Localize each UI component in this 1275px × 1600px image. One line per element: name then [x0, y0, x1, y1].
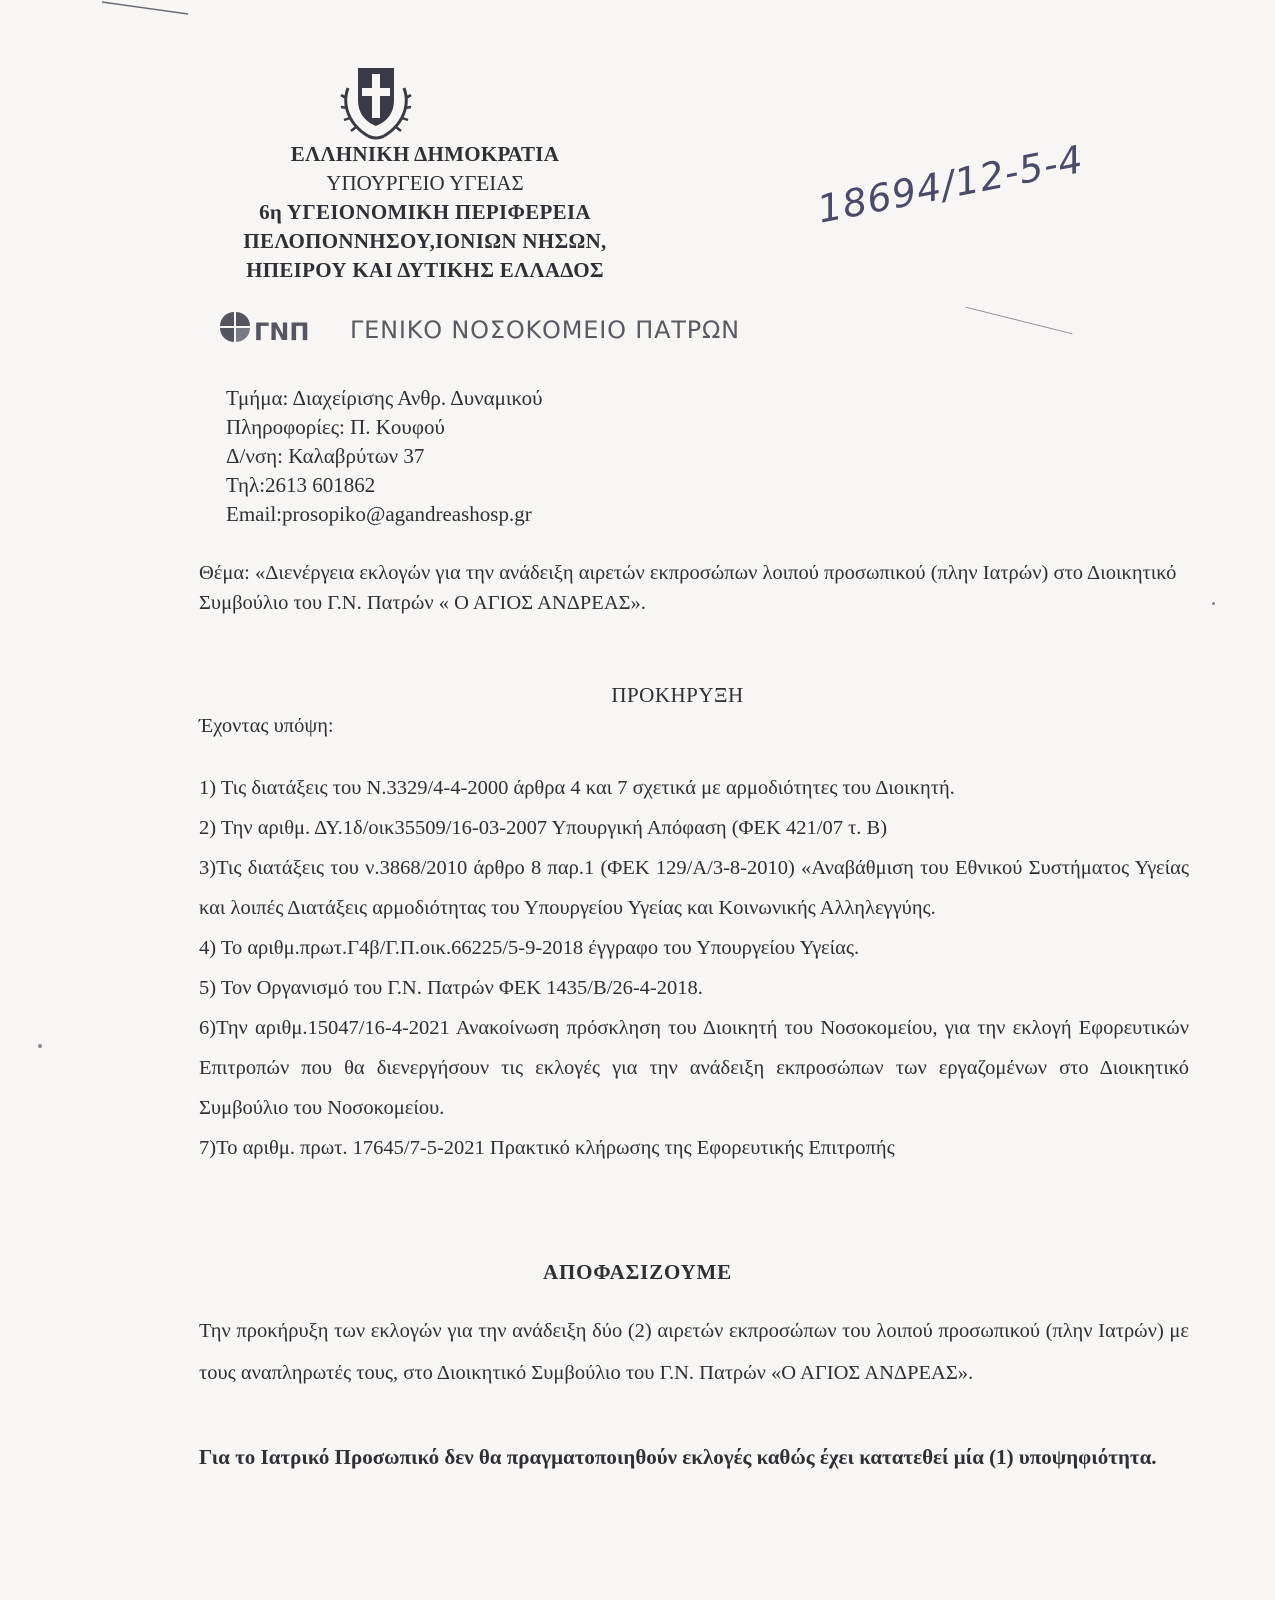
contact-address: Δ/νση: Καλαβρύτων 37: [226, 444, 425, 468]
list-item: 1) Τις διατάξεις του Ν.3329/4-4-2000 άρθρα 4 και 7 σχετικά με αρμοδιότητες του Διοικητή.: [199, 777, 955, 799]
decision-paragraph: Την προκήρυξη των εκλογών για την ανάδειξη δύο (2) αιρετών εκπροσώπων του λοιπού προσωπικού (πλην Ιατρών) με τους αναπληρωτές τους, στο Διοικητικό Συμβούλιο του Γ.Ν. Πατρών «Ο ΑΓΙΟΣ ΑΝΔΡΕΑΣ».: [199, 1320, 1189, 1384]
list-item: 3)Τις διατάξεις του ν.3868/2010 άρθρο 8 παρ.1 (ΦΕΚ 129/Α/3-8-2010) «Αναβάθμιση του Εθνικού Συστήματος Υγείας και λοιπές Διατάξεις αρμοδιότητας του Υπουργείου Υγείας και Κοινωνικής Αλληλεγγύης.: [199, 857, 1189, 919]
subject-paragraph: Θέμα: «Διενέργεια εκλογών για την ανάδειξη αιρετών εκπροσώπων λοιπού προσωπικού (πλην Ιατρών) στο Διοικητικό Συμβούλιο του Γ.Ν. Πατρών « Ο ΑΓΙΟΣ ΑΝΔΡΕΑΣ».: [199, 562, 1177, 614]
list-item: 5) Τον Οργανισμό του Γ.Ν. Πατρών ΦΕΚ 1435/Β/26-4-2018.: [199, 977, 703, 999]
handwritten-protocol-number: 18694/12-5-4: [813, 136, 1088, 232]
scan-speck: [1212, 602, 1215, 605]
contact-phone: Τηλ:2613 601862: [226, 473, 376, 497]
contact-info: Πληροφορίες: Π. Κουφού: [226, 415, 445, 439]
contact-email: Email:prosopiko@agandreashosp.gr: [226, 502, 532, 526]
header-country: ΕΛΛΗΝΙΚΗ ΔΗΜΟΚΡΑΤΙΑ: [290, 142, 560, 166]
header-health-region: 6η ΥΓΕΙΟΝΟΜΙΚΗ ΠΕΡΙΦΕΡΕΙΑ: [259, 200, 591, 224]
scan-speck: [38, 1044, 42, 1048]
svg-text:ΓΝΠ: ΓΝΠ: [254, 318, 310, 346]
considerations-intro: Έχοντας υπόψη:: [199, 715, 334, 737]
header-region-line-2: ΗΠΕΙΡΟΥ ΚΑΙ ΔΥΤΙΚΗΣ ΕΛΛΑΔΟΣ: [246, 258, 604, 282]
considerations-list: [199, 768, 1189, 1168]
coat-of-arms-icon: [338, 58, 414, 142]
hospital-name: ΓΕΝΙΚΟ ΝΟΣΟΚΟΜΕΙΟ ΠΑΤΡΩΝ: [350, 316, 740, 344]
list-item: 4) Το αριθμ.πρωτ.Γ4β/Γ.Π.οικ.66225/5-9-2018 έγγραφο του Υπουργείου Υγείας.: [199, 937, 860, 959]
hospital-logo-icon: [218, 306, 330, 346]
scan-mark-stroke: [100, 0, 190, 16]
contact-department: Τμήμα: Διαχείρισης Ανθρ. Δυναμικού: [226, 386, 543, 410]
header-ministry: ΥΠΟΥΡΓΕΙΟ ΥΓΕΙΑΣ: [326, 171, 524, 195]
scan-stroke: [966, 307, 1073, 335]
decision-title: ΑΠΟΦΑΣΙΖΟΥΜΕ: [543, 1260, 732, 1284]
medical-staff-note: Για το Ιατρικό Προσωπικό δεν θα πραγματοποιηθούν εκλογές καθώς έχει κατατεθεί μία (1) υποψηφιότητα.: [199, 1445, 1157, 1469]
list-item: 2) Την αριθμ. ΔΥ.1δ/οικ35509/16-03-2007 Υπουργική Απόφαση (ΦΕΚ 421/07 τ. Β): [199, 817, 888, 839]
header-region-line-1: ΠΕΛΟΠΟΝΝΗΣΟΥ,ΙΟΝΙΩΝ ΝΗΣΩΝ,: [243, 229, 607, 253]
list-item: 6)Την αριθμ.15047/16-4-2021 Ανακοίνωση πρόσκληση του Διοικητή του Νοσοκομείου, για την εκλογή Εφορευτικών Επιτροπών που θα διενεργήσουν τις εκλογές για την ανάδειξη εκπροσώπων των εργαζομένων στο Διοικητικό Συμβούλιο του Νοσοκομείου.: [199, 1017, 1189, 1119]
list-item: 7)Το αριθμ. πρωτ. 17645/7-5-2021 Πρακτικό κλήρωσης της Εφορευτικής Επιτροπής: [199, 1137, 895, 1159]
contact-block: [226, 384, 543, 529]
government-header: [180, 140, 670, 285]
proclamation-title: ΠΡΟΚΗΡΥΞΗ: [611, 683, 744, 707]
